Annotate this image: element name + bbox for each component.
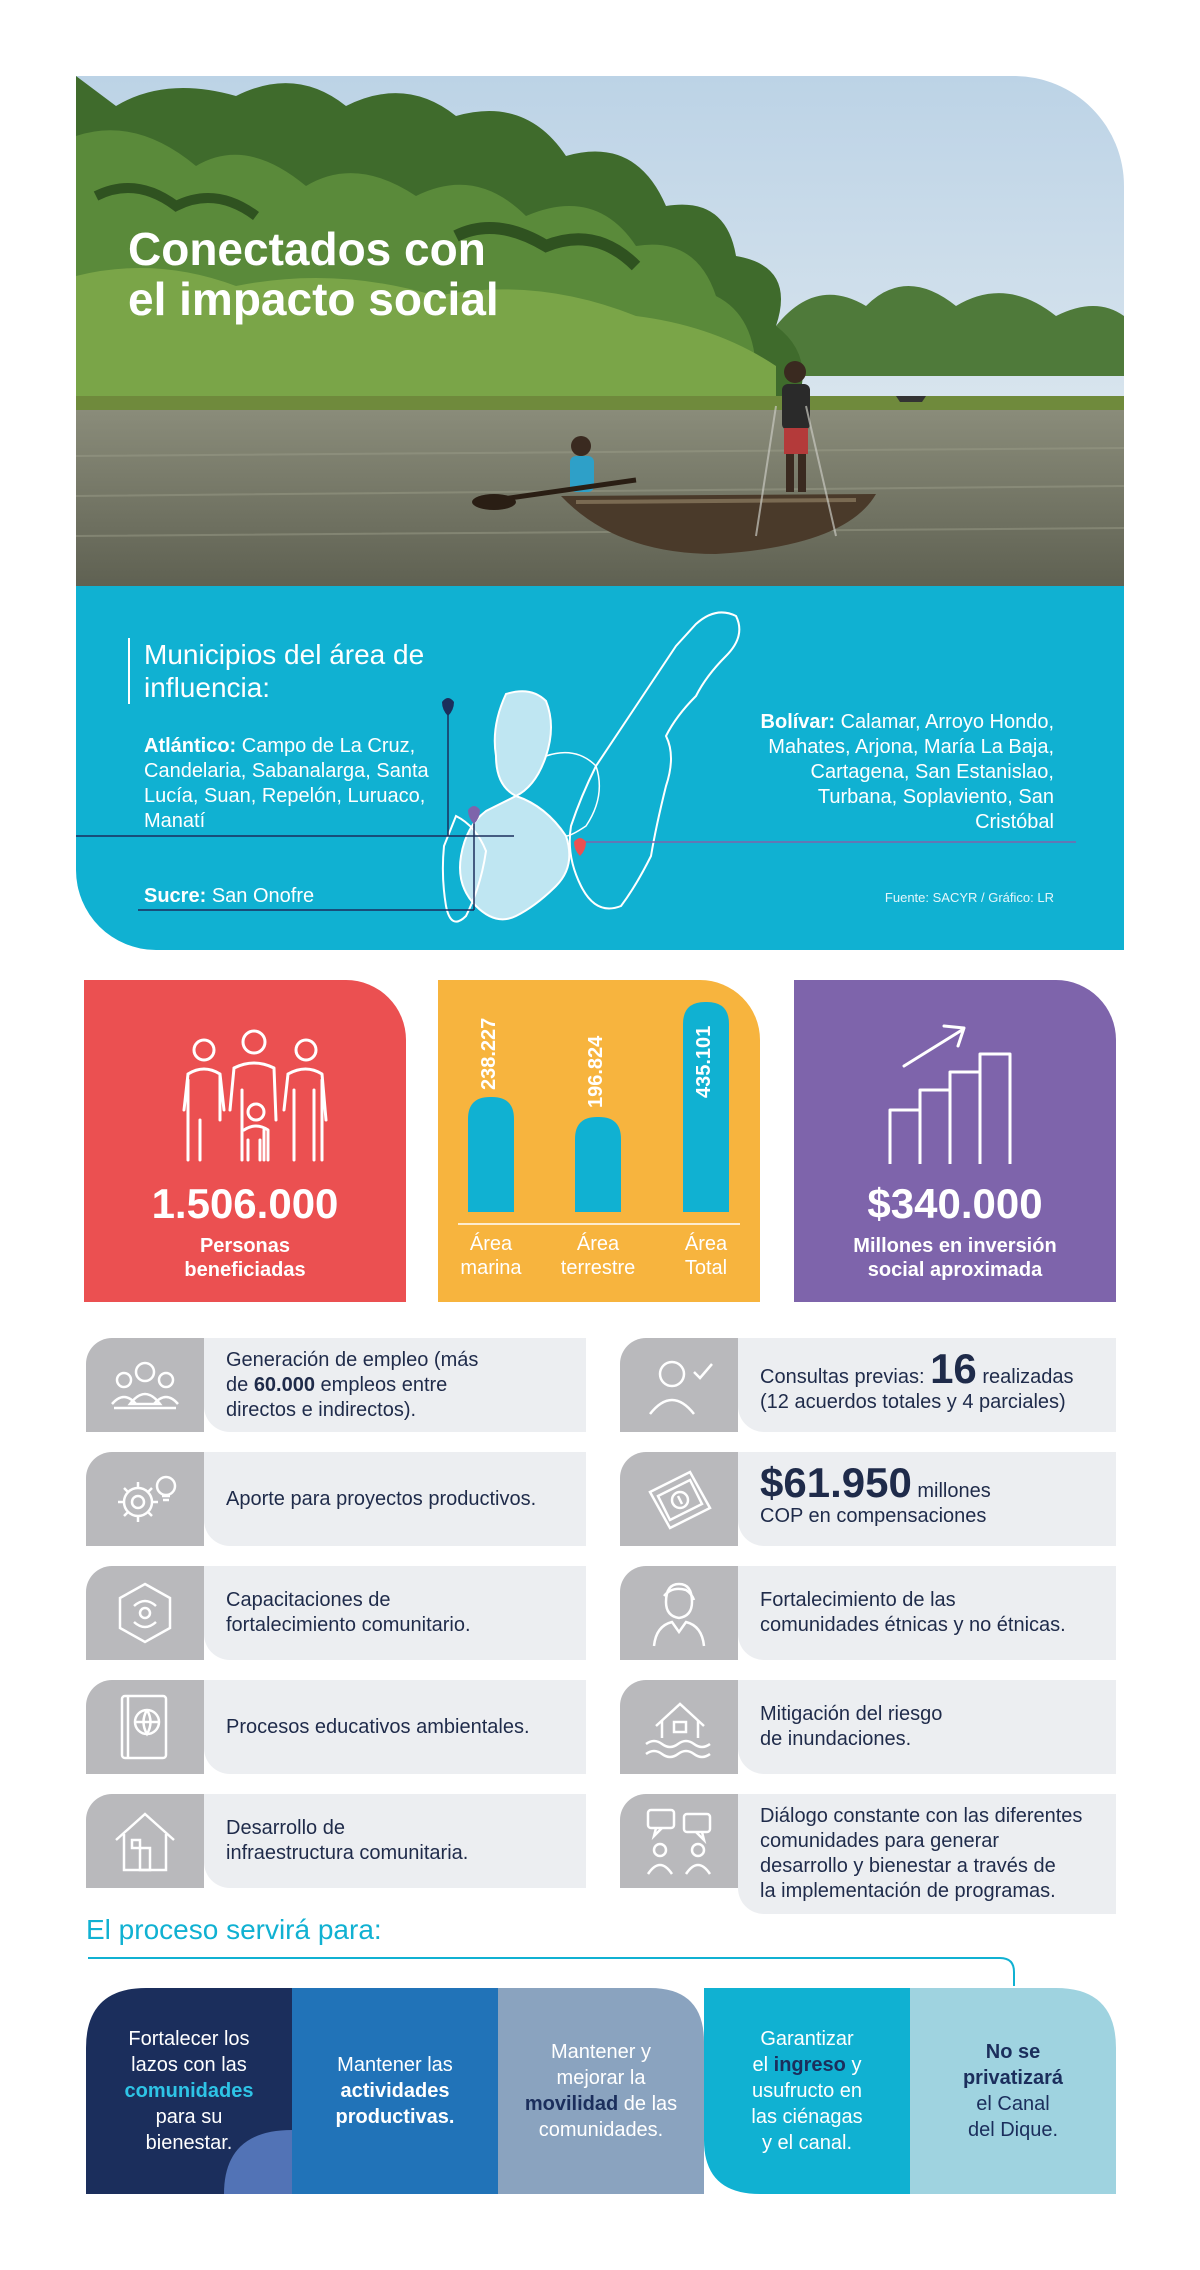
employment-count: 60.000: [253, 1373, 315, 1396]
bar-value-marina: 238.227: [478, 1017, 500, 1090]
employment-line-2c: empleos entre: [314, 1373, 448, 1396]
list-item-consultations: [620, 1338, 1116, 1432]
education-text: Procesos educativos ambientales.: [204, 1680, 586, 1774]
segment-4-line-b: el: [752, 2054, 774, 2076]
segment-2-highlight-2: productivas.: [335, 2106, 455, 2128]
flood-line-2: de inundaciones.: [760, 1728, 912, 1750]
bolivar-outline: [570, 612, 740, 908]
growth-chart-icon: [794, 980, 1116, 1180]
infrastructure-line-2: infraestructura comunitaria.: [226, 1842, 469, 1864]
segment-2-line-a: Mantener las: [337, 2054, 453, 2076]
list-item-communities: [620, 1566, 1116, 1660]
segment-5-line-d: del Dique.: [967, 2119, 1059, 2141]
list-item-education: [86, 1680, 586, 1774]
segment-4-highlight: ingreso: [773, 2054, 846, 2076]
segment-3-highlight: movilidad: [524, 2093, 619, 2115]
segment-5-line-c: el Canal: [976, 2093, 1050, 2115]
list-item-infrastructure: [86, 1794, 586, 1888]
compensation-detail: COP en compensaciones: [760, 1504, 987, 1527]
employment-text: [204, 1338, 586, 1432]
bolivar-marker-icon: [574, 838, 586, 856]
segment-4-line-e: usufructo en: [751, 2080, 863, 2102]
segment-3-line-a: Mantener y: [550, 2041, 652, 2063]
bar-terrestre: [575, 1117, 621, 1212]
segment-4-line-g: y el canal.: [761, 2132, 853, 2154]
consultations-detail: (12 acuerdos totales y 4 parciales): [760, 1390, 1066, 1413]
bolivar-label: Bolívar:: [760, 711, 835, 733]
consultations-count: 16: [930, 1344, 977, 1392]
education-book-icon: [86, 1680, 204, 1774]
community-cycle-icon: [86, 1566, 204, 1660]
beneficiaries-label-line-1: Personas: [199, 1235, 291, 1257]
training-line-1: Capacitaciones de: [226, 1589, 391, 1611]
segment-3-line-d: de las: [618, 2093, 678, 2115]
bar-label-total-line-1: Área: [684, 1233, 728, 1255]
list-item-dialogue: [620, 1794, 1116, 1914]
process-segment-2: [292, 1988, 498, 2194]
list-item-productive-projects: [86, 1452, 586, 1546]
bar-label-marina-line-2: marina: [460, 1257, 522, 1279]
communities-line-2: comunidades étnicas y no étnicas.: [760, 1614, 1066, 1636]
segment-2-highlight-1: actividades: [340, 2080, 450, 2102]
bar-value-terrestre: 196.824: [585, 1035, 607, 1108]
bolivar-list: Calamar, Arroyo Hondo, Mahates, Arjona, María La Baja, Cartagena, San Estanislao, Turbana, Soplaviento, San Cristóbal: [768, 711, 1054, 833]
compensation-unit: millones: [911, 1479, 991, 1502]
bar-label-total-line-2: Total: [684, 1257, 728, 1279]
beneficiaries-value: 1.506.000: [151, 1180, 339, 1227]
hero-title: Conectados con el impacto social: [128, 223, 499, 325]
river-scene-illustration: [76, 76, 1124, 586]
beneficiaries-label-line-2: beneficiadas: [184, 1259, 306, 1281]
bar-label-terrestre-line-1: Área: [576, 1233, 620, 1255]
municipalities-panel: [76, 586, 1124, 950]
segment-3-line-b: mejorar la: [556, 2067, 646, 2089]
user-check-icon: [620, 1338, 738, 1432]
communities-text: [738, 1566, 1116, 1660]
training-text: [204, 1566, 586, 1660]
people-group-icon: [86, 1338, 204, 1432]
person-icon: [620, 1566, 738, 1660]
infrastructure-line-1: Desarrollo de: [226, 1817, 345, 1839]
segment-1-line-d: para su: [155, 2106, 223, 2128]
process-segment-1: [86, 1988, 292, 2194]
investment-card: [794, 980, 1116, 1302]
bar-label-total: [656, 1232, 756, 1280]
atlantico-list: Campo de La Cruz, Candelaria, Sabanalarga, Santa Lucía, Suan, Repelón, Luruaco, Manatí: [144, 735, 429, 832]
process-bracket: [88, 1958, 1014, 1986]
areas-card: [438, 980, 760, 1302]
dialogue-text: [738, 1794, 1116, 1914]
bar-label-marina-line-1: Área: [469, 1233, 513, 1255]
employment-line-2a: de: [226, 1373, 254, 1396]
list-item-employment: [86, 1338, 586, 1432]
investment-label: [794, 1234, 1116, 1282]
process-title: El proceso servirá para:: [86, 1914, 382, 1945]
investment-label-line-2: social aproximada: [867, 1259, 1043, 1281]
list-item-flood-mitigation: [620, 1680, 1116, 1774]
bar-label-marina: [441, 1232, 541, 1280]
map-heading: Municipios del área de influencia:: [128, 638, 428, 704]
consultations-prefix: Consultas previas:: [760, 1365, 931, 1388]
house-icon: [86, 1794, 204, 1888]
dialogue-line-2: comunidades para generar: [760, 1830, 1000, 1852]
flood-line-1: Mitigación del riesgo: [760, 1703, 943, 1725]
process-segment-3: [498, 1988, 704, 2194]
atlantico-shape: [495, 691, 551, 796]
investment-value: $340.000: [867, 1180, 1043, 1227]
employment-line-3: directos e indirectos).: [226, 1398, 417, 1421]
consultations-text: [738, 1338, 1116, 1432]
dialogue-icon: [620, 1794, 738, 1888]
bar-label-terrestre: [548, 1232, 648, 1280]
flood-text: [738, 1680, 1116, 1774]
list-item-compensation: [620, 1452, 1116, 1546]
segment-1-line-e: bienestar.: [145, 2132, 233, 2154]
segment-4-line-d: y: [845, 2054, 862, 2076]
sucre-municipalities: [144, 884, 314, 909]
sucre-label: Sucre:: [144, 885, 207, 907]
compensation-text: [738, 1452, 1116, 1546]
segment-1-highlight: comunidades: [124, 2080, 254, 2102]
source-credit: Fuente: SACYR / Gráfico: LR: [884, 890, 1054, 905]
atlantico-marker-icon: [442, 698, 454, 716]
communities-line-1: Fortalecimiento de las: [760, 1589, 956, 1611]
bar-marina: [468, 1097, 514, 1212]
employment-line-1: Generación de empleo (más: [226, 1348, 479, 1371]
process-segment-5: [910, 1988, 1116, 2194]
bar-value-total: 435.101: [693, 1025, 715, 1098]
segment-1-line-a: Fortalecer los: [128, 2028, 250, 2050]
segment-5-highlight-1: No se: [985, 2041, 1041, 2063]
money-icon: [620, 1452, 738, 1546]
beneficiaries-label: [84, 1234, 406, 1282]
dialogue-line-3: desarrollo y bienestar a través de: [760, 1855, 1056, 1877]
infrastructure-text: [204, 1794, 586, 1888]
investment-label-line-1: Millones en inversión: [853, 1235, 1057, 1257]
bar-label-terrestre-line-2: terrestre: [560, 1257, 636, 1279]
segment-5-highlight-2: privatizará: [962, 2067, 1064, 2089]
bolivar-municipalities: [734, 710, 1054, 835]
hero-photo: [76, 76, 1124, 586]
productive-projects-text: Aporte para proyectos productivos.: [204, 1452, 586, 1546]
beneficiaries-card: [84, 980, 406, 1302]
segment-1-line-b: lazos con las: [131, 2054, 247, 2076]
segment-4-line-a: Garantizar: [760, 2028, 854, 2050]
dialogue-line-4: la implementación de programas.: [760, 1880, 1056, 1902]
compensation-amount: $61.950: [760, 1458, 912, 1506]
segment-4-line-f: las ciénagas: [751, 2106, 863, 2128]
people-family-icon: [84, 980, 406, 1180]
gear-idea-icon: [86, 1452, 204, 1546]
training-line-2: fortalecimiento comunitario.: [226, 1614, 471, 1636]
process-segment-4: [704, 1988, 910, 2194]
segment-3-line-e: comunidades.: [538, 2119, 664, 2141]
sucre-list: San Onofre: [211, 885, 315, 907]
dialogue-line-1: Diálogo constante con las diferentes: [760, 1805, 1083, 1827]
list-item-training: [86, 1566, 586, 1660]
flood-house-icon: [620, 1680, 738, 1774]
atlantico-municipalities: [144, 734, 464, 834]
consultations-suffix: realizadas: [976, 1365, 1074, 1388]
atlantico-label: Atlántico:: [144, 735, 237, 757]
